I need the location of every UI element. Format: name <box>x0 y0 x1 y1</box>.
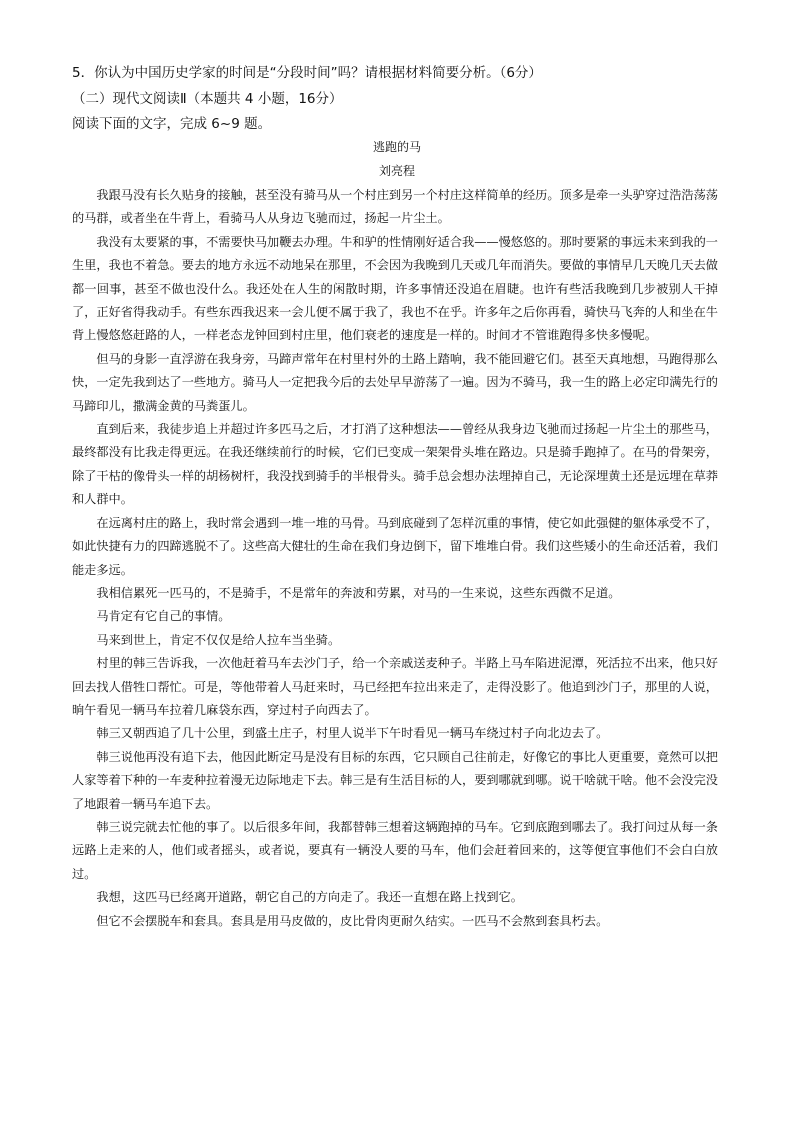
paragraph: 我想，这匹马已经离开道路，朝它自己的方向走了。我还一直想在路上找到它。 <box>96 890 523 905</box>
paragraph: 韩三说他再没有追下去，他因此断定马是没有目标的东西，它只顾自己往前走，好像它的事比人更重要，竟然可以把人家等着下种的一车麦种拉着漫无边际地走下去。韩三是有生活目标的人，要到哪就到哪。说干啥就干啥。他不会没完没了地跟着一辆马车追下去。 <box>72 749 718 811</box>
paragraph: 村里的韩三告诉我，一次他赶着马车去沙门子，给一个亲戚送麦种子。半路上马车陷进泥潭，死活拉不出来，他只好回去找人借牲口帮忙。可是，等他带着人马赶来时，马已经把车拉出来走了，走得没影了。他追到沙门子，那里的人说，晌午看见一辆马车拉着几麻袋东西，穿过村子向西去了。 <box>72 656 718 717</box>
reading-instruction: 阅读下面的文字，完成 6~9 题。 <box>72 116 272 132</box>
paragraph: 马来到世上，肯定不仅仅是给人拉车当坐骑。 <box>96 632 341 647</box>
section-heading: （二）现代文阅读Ⅱ（本题共 4 小题，16分） <box>72 91 343 107</box>
paragraph: 韩三又朝西追了几十公里，到盛土庄子，村里人说半下午时看见一辆马车绕过村子向北边去了。 <box>96 726 609 741</box>
article-author: 刘亮程 <box>378 164 415 178</box>
paragraph: 但马的身影一直浮游在我身旁，马蹄声常年在村里村外的土路上踏响，我不能回避它们。甚至天真地想，马跑得那么快，一定先我到达了一些地方。骑马人一定把我今后的去处早早游荡了一遍。因为不骑马，我一生的路上必定印满先行的马蹄印儿，撒满金黄的马粪蛋儿。 <box>72 351 718 413</box>
paragraph: 在远离村庄的路上，我时常会遇到一堆一堆的马骨。马到底碰到了怎样沉重的事情，使它如此强健的躯体承受不了，如此快捷有力的四蹄逃脱不了。这些高大健壮的生命在我们身边倒下，留下堆堆白骨。我们这些矮小的生命还活着，我们能走多远。 <box>72 515 718 577</box>
question-5: 5．你认为中国历史学家的时间是“分段时间”吗？请根据材料简要分析。（6分） <box>72 65 542 81</box>
article-body <box>72 184 718 933</box>
paragraph: 我相信累死一匹马的，不是骑手，不是常年的奔波和劳累，对马的一生来说，这些东西微不足道。 <box>96 585 621 600</box>
paragraph: 我没有太要紧的事，不需要快马加鞭去办理。牛和驴的性情刚好适合我——慢悠悠的。那时要紧的事远未来到我的一生里，我也不着急。要去的地方永远不动地呆在那里，不会因为我晚到几天或几年而消失。要做的事情早几天晚几天去做都一回事，甚至不做也没什么。我还处在人生的闲散时期，许多事情还没追在眉睫。也许有些活我晚到几步被别人干掉了，正好省得我动手。有些东西我迟来一会儿便不属于我了，我也不在乎。许多年之后你再看，骑快马飞奔的人和坐在牛背上慢悠悠赶路的人，一样老态龙钟回到村庄里，他们衰老的速度是一样的。时间才不管谁跑得多快多慢呢。 <box>72 234 718 343</box>
paragraph: 马肯定有它自己的事情。 <box>96 609 231 624</box>
paragraph: 直到后来，我徒步追上并超过许多匹马之后，才打消了这种想法——曾经从我身边飞驰而过扬起一片尘土的那些马，最终都没有比我走得更远。在我还继续前行的时候，它们已变成一架架骨头堆在路边。只是骑手跑掉了。在马的骨架旁，除了干枯的像骨头一样的胡杨树杆，我没找到骑手的半根骨头。骑手总会想办法埋掉自己，无论深埋黄土还是远埋在草莽和人群中。 <box>72 422 718 507</box>
paragraph: 韩三说完就去忙他的事了。以后很多年间，我都替韩三想着这辆跑掉的马车。它到底跑到哪去了。我打问过从每一条远路上走来的人，他们或者摇头，或者说，要真有一辆没人要的马车，他们会赶着回来的，这等便宜事他们不会白白放过。 <box>72 819 718 881</box>
article-title: 逃跑的马 <box>372 140 421 154</box>
paragraph: 但它不会摆脱车和套具。套具是用马皮做的，皮比骨肉更耐久结实。一匹马不会熬到套具朽去。 <box>96 913 609 928</box>
paragraph: 我跟马没有长久贴身的接触，甚至没有骑马从一个村庄到另一个村庄这样简单的经历。顶多是牵一头驴穿过浩浩荡荡的马群，或者坐在牛背上，看骑马人从身边飞驰而过，扬起一片尘土。 <box>72 188 718 226</box>
